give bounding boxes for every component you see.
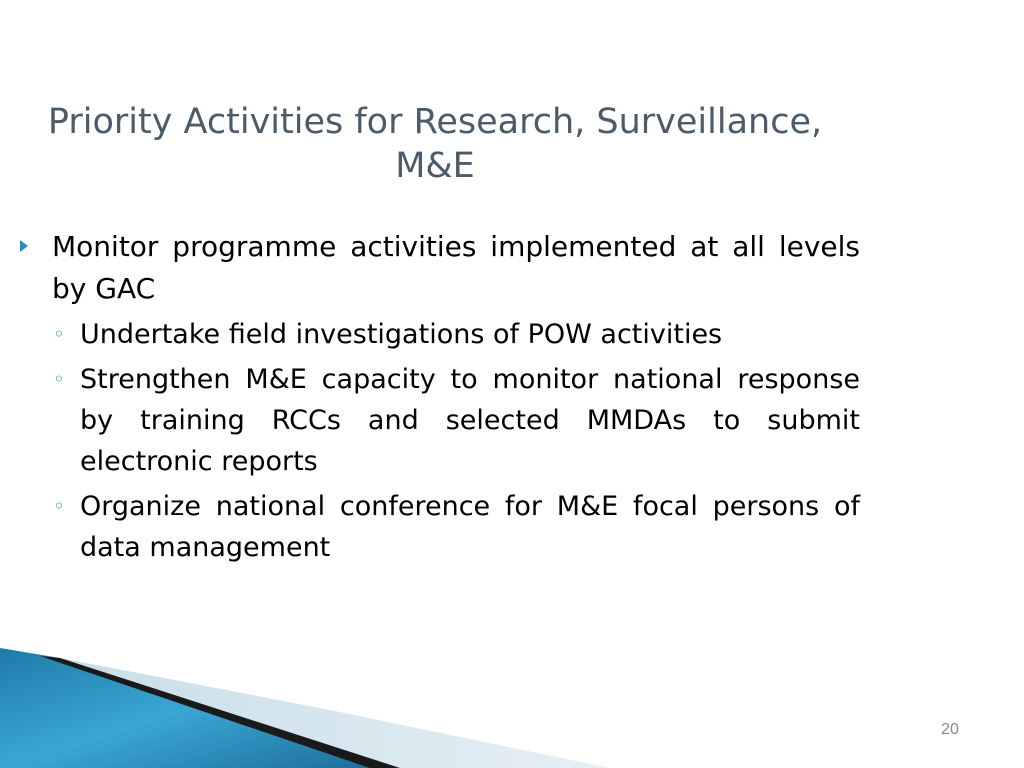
decorative-swoosh bbox=[0, 640, 1024, 768]
sub-bullet-text: Strengthen M&E capacity to monitor national response by training RCCs and selected MMDAs to submit electronic reports bbox=[80, 364, 860, 477]
slide-title bbox=[0, 100, 870, 188]
hollow-circle-bullet-icon: ◦ bbox=[53, 322, 65, 346]
title-line-2: M&E bbox=[395, 146, 475, 186]
triangle-bullet-icon bbox=[20, 240, 28, 252]
slide-content bbox=[18, 226, 860, 568]
sub-bullet-item bbox=[53, 486, 860, 568]
page-number: 20 bbox=[941, 721, 959, 738]
sub-bullet-item bbox=[53, 359, 860, 482]
bullet-text: Monitor programme activities implemented at all levels by GAC bbox=[52, 230, 860, 305]
sub-bullet-text: Undertake field investigations of POW activities bbox=[80, 319, 723, 350]
sub-bullet-item bbox=[53, 314, 860, 355]
hollow-circle-bullet-icon: ◦ bbox=[53, 367, 65, 391]
hollow-circle-bullet-icon: ◦ bbox=[53, 494, 65, 518]
title-line-1: Priority Activities for Research, Surveillance, bbox=[47, 102, 823, 142]
bullet-item bbox=[18, 226, 860, 310]
sub-bullet-text: Organize national conference for M&E focal persons of data management bbox=[80, 491, 860, 563]
